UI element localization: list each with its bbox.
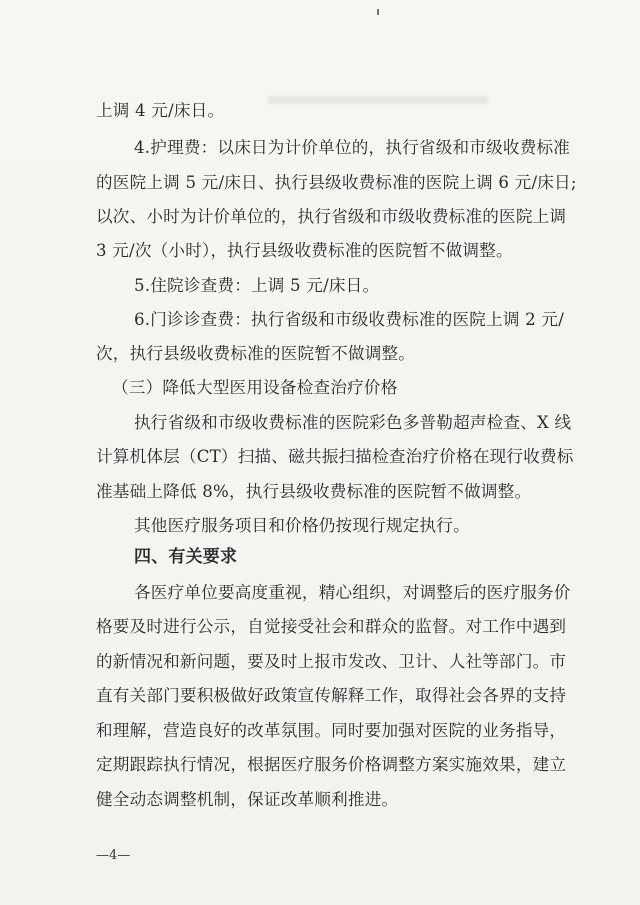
page-number: —4— [96,848,131,863]
text-line: 和理解，营造良好的改革氛围。同时要加强对医院的业务指导， [96,721,567,740]
text-line: 各医疗单位要高度重视，精心组织，对调整后的医疗服务价 [134,583,571,602]
scan-mark [377,9,379,15]
text-line: 健全动态调整机制，保证改革顺利推进。 [96,790,399,809]
text-line: 4.护理费：以床日为计价单位的，执行省级和市级收费标准 [134,138,571,157]
text-line: 其他医疗服务项目和价格仍按现行规定执行。 [134,516,470,535]
text-line: 上调 4 元/床日。 [96,101,225,120]
text-line: 的医院上调 5 元/床日、执行县级收费标准的医院上调 6 元/床日; [96,173,577,192]
text-line: 3 元/次（小时），执行县级收费标准的医院暂不做调整。 [96,241,513,260]
text-line: 计算机体层（CT）扫描、磁共振扫描检查治疗价格在现行收费标 [96,447,574,466]
bleed-through-text [268,96,488,104]
text-line: 格要及时进行公示，自觉接受社会和群众的监督。对工作中遇到 [96,617,567,636]
text-line: 次，执行县级收费标准的医院暂不做调整。 [96,344,416,363]
text-line: 以次、小时为计价单位的，执行省级和市级收费标准的医院上调 [96,207,567,226]
text-line: 6.门诊诊查费：执行省级和市级收费标准的医院上调 2 元/ [134,310,564,329]
text-line: 直有关部门要积极做好政策宣传解释工作，取得社会各界的支持 [96,686,567,705]
text-line: 准基础上降低 8%，执行县级收费标准的医院暂不做调整。 [96,482,532,501]
section-subheading: （三）降低大型医用设备检查治疗价格 [112,378,398,397]
text-line: 5.住院诊查费：上调 5 元/床日。 [134,276,380,295]
text-line: 的新情况和新问题，要及时上报市发改、卫计、人社等部门。市 [96,652,567,671]
section-heading: 四、有关要求 [134,547,238,567]
text-line: 定期跟踪执行情况，根据医疗服务价格调整方案实施效果，建立 [96,755,567,774]
text-line: 执行省级和市级收费标准的医院彩色多普勒超声检查、X 线 [134,413,572,432]
